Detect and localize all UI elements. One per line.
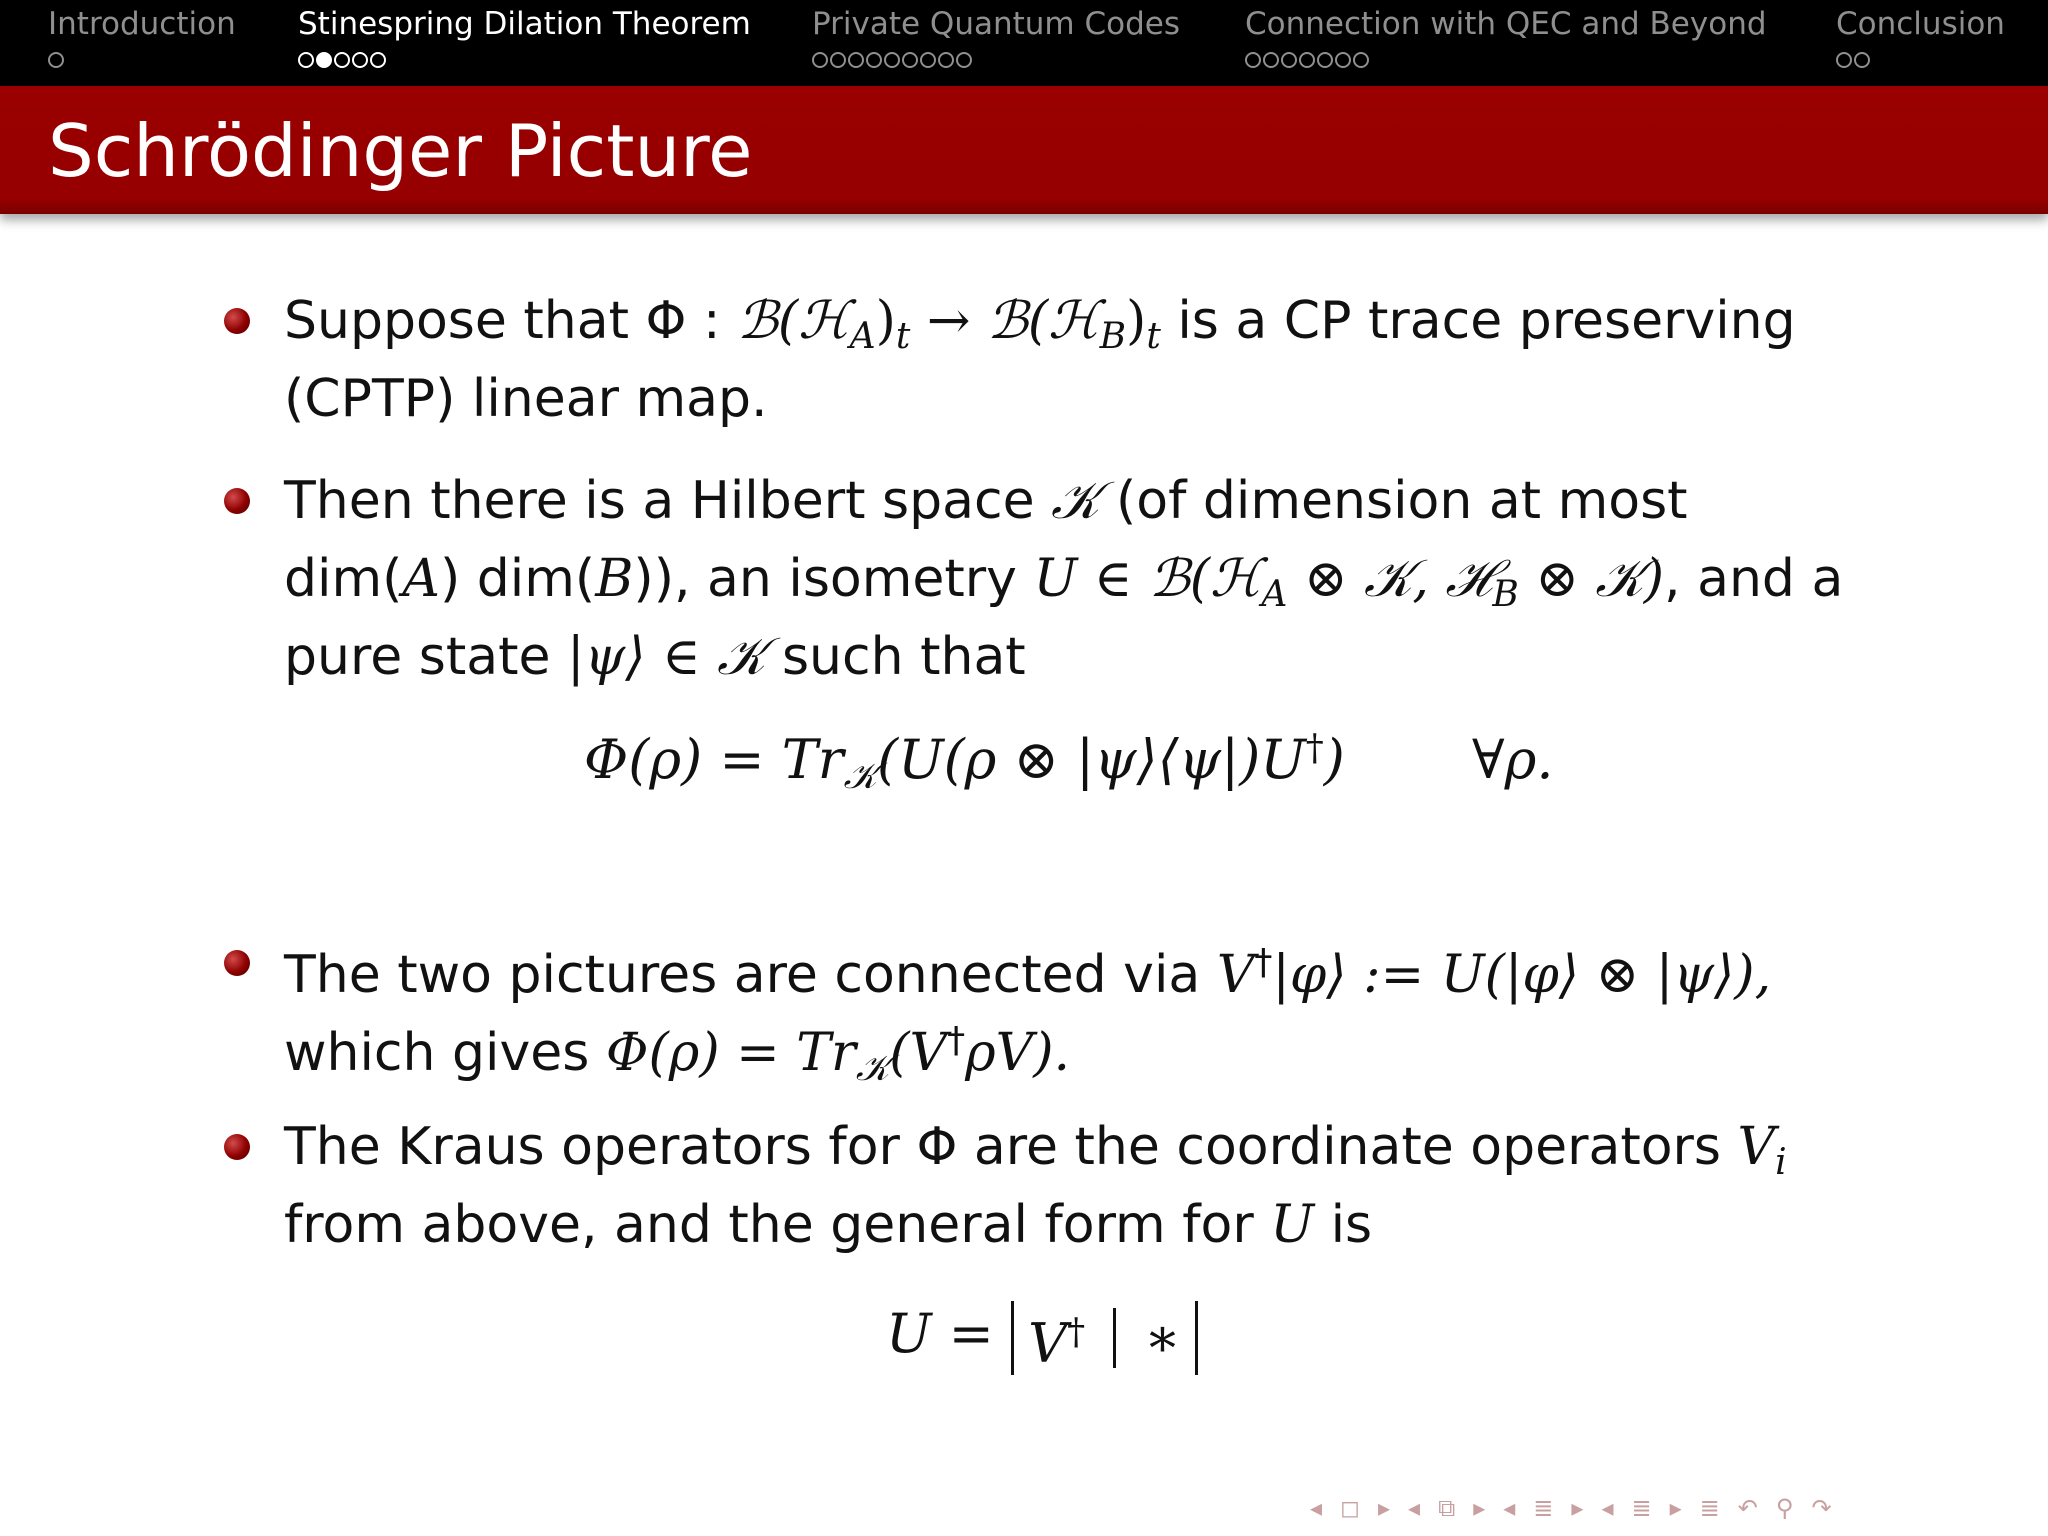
math-run: 𝒦 bbox=[1051, 471, 1100, 531]
nav-slide-dots bbox=[1836, 50, 2005, 70]
matrix-divider bbox=[1113, 1308, 1116, 1368]
slide-dot[interactable] bbox=[866, 52, 882, 68]
math-run: A bbox=[402, 549, 440, 609]
math-subscript: B bbox=[1492, 574, 1519, 615]
math-superscript: † bbox=[1305, 728, 1324, 769]
math-subscript: A bbox=[849, 316, 876, 357]
slide-dot[interactable] bbox=[920, 52, 936, 68]
text-run: The two pictures are connected via bbox=[284, 945, 1217, 1005]
nav-slide-dots bbox=[812, 50, 1180, 70]
nav-section-title[interactable]: Conclusion bbox=[1836, 6, 2005, 42]
math-run: ) bbox=[875, 291, 896, 351]
bullet-text bbox=[284, 1108, 1884, 1264]
next-section-icon[interactable]: ▸ bbox=[1669, 1494, 1682, 1522]
frame-icon[interactable]: ⧉ bbox=[1438, 1494, 1456, 1522]
math-run: ) bbox=[1323, 728, 1345, 791]
text-run: from above, and the general form for bbox=[284, 1195, 1271, 1255]
text-line bbox=[284, 618, 1884, 696]
frame-title-bar bbox=[0, 86, 2048, 214]
text-line bbox=[284, 924, 1884, 1005]
math-run: V bbox=[1216, 945, 1255, 1005]
text-run: Suppose that Φ : bbox=[284, 291, 738, 351]
slide-dot[interactable] bbox=[884, 52, 900, 68]
prev-subsection-icon[interactable]: ◂ bbox=[1503, 1494, 1516, 1522]
text-run: (of dimension at most bbox=[1099, 471, 1688, 531]
math-run: ℬ(ℋ bbox=[1148, 549, 1262, 609]
bullet-text bbox=[284, 924, 1884, 1089]
slide-dot[interactable] bbox=[1245, 52, 1261, 68]
matrix-entry bbox=[1028, 1293, 1085, 1384]
math-run: B bbox=[595, 549, 634, 609]
slide-dot[interactable] bbox=[1353, 52, 1369, 68]
display-equation-unitary-form bbox=[886, 1294, 1198, 1374]
nav-section-private-quantum-codes[interactable] bbox=[812, 4, 1180, 70]
slide-dot[interactable] bbox=[48, 52, 64, 68]
math-run: ⊗ 𝒦, ℋ bbox=[1287, 549, 1493, 609]
back-icon[interactable]: ↶ bbox=[1737, 1494, 1758, 1522]
text-run: ) dim( bbox=[439, 549, 596, 609]
text-run: is bbox=[1314, 1195, 1373, 1255]
slide-dot[interactable] bbox=[352, 52, 368, 68]
slide-dot[interactable] bbox=[1854, 52, 1870, 68]
matrix-entry: ∗ bbox=[1144, 1306, 1181, 1369]
math-run: → bbox=[910, 291, 988, 351]
math-subscript: 𝒦 bbox=[843, 756, 878, 797]
appendix-icon[interactable]: ≣ bbox=[1699, 1494, 1720, 1522]
prev-slide-icon[interactable]: ◂ bbox=[1310, 1494, 1323, 1522]
text-run: such that bbox=[765, 627, 1026, 687]
math-superscript: † bbox=[1254, 942, 1273, 983]
section-icon[interactable]: ≣ bbox=[1631, 1494, 1652, 1522]
prev-frame-icon[interactable]: ◂ bbox=[1408, 1494, 1421, 1522]
math-run: U bbox=[1270, 1195, 1315, 1255]
math-run: U bbox=[1033, 549, 1078, 609]
nav-section-qec[interactable] bbox=[1245, 4, 1767, 70]
text-line bbox=[284, 1186, 1884, 1264]
bullet-text bbox=[284, 282, 1884, 438]
slide-dot[interactable] bbox=[334, 52, 350, 68]
nav-section-stinespring[interactable] bbox=[298, 4, 751, 70]
nav-section-title[interactable]: Stinespring Dilation Theorem bbox=[298, 6, 751, 42]
slide-dot[interactable] bbox=[848, 52, 864, 68]
subsection-icon[interactable]: ≣ bbox=[1533, 1494, 1554, 1522]
math-run: ∈ bbox=[1077, 549, 1149, 609]
slide-dot[interactable] bbox=[1263, 52, 1279, 68]
slide-dot[interactable] bbox=[370, 52, 386, 68]
slide-dot[interactable] bbox=[938, 52, 954, 68]
text-run: Then there is a Hilbert space bbox=[284, 471, 1052, 531]
slide-dot[interactable] bbox=[956, 52, 972, 68]
slide-dot[interactable] bbox=[830, 52, 846, 68]
block-matrix bbox=[1011, 1301, 1198, 1375]
math-run: |φ⟩ := U(|φ⟩ ⊗ |ψ⟩), bbox=[1272, 945, 1772, 1005]
frame-title: Schrödinger Picture bbox=[48, 109, 753, 193]
slide-dot-current[interactable] bbox=[316, 52, 332, 68]
slide-dot[interactable] bbox=[812, 52, 828, 68]
slide-dot[interactable] bbox=[1299, 52, 1315, 68]
text-run: is a CP trace preserving bbox=[1160, 291, 1796, 351]
math-run: ρV). bbox=[965, 1023, 1071, 1083]
text-run: dim( bbox=[284, 549, 403, 609]
math-run: ℬ(ℋ bbox=[987, 291, 1100, 351]
math-subscript: i bbox=[1775, 1142, 1787, 1183]
text-run: pure state bbox=[284, 627, 567, 687]
math-run: Φ(ρ) = Tr bbox=[605, 1023, 856, 1083]
math-subscript: 𝒦 bbox=[855, 1048, 890, 1089]
text-line bbox=[284, 462, 1884, 540]
math-run: ∀ρ. bbox=[1472, 728, 1554, 791]
text-line bbox=[284, 282, 1884, 360]
slide-dot[interactable] bbox=[1317, 52, 1333, 68]
math-run: (U(ρ ⊗ |ψ⟩⟨ψ|)U bbox=[877, 728, 1306, 791]
bullet-ball-icon bbox=[224, 488, 250, 514]
nav-slide-dots bbox=[48, 50, 236, 70]
slide-dot[interactable] bbox=[1836, 52, 1852, 68]
math-subscript: A bbox=[1261, 574, 1288, 615]
text-run: The Kraus operators for Φ are the coordinate operators bbox=[284, 1117, 1738, 1177]
nav-section-title[interactable]: Introduction bbox=[48, 6, 236, 42]
text-line bbox=[284, 1108, 1884, 1186]
math-run: ⊗ 𝒦) bbox=[1518, 549, 1665, 609]
prev-section-icon[interactable]: ◂ bbox=[1601, 1494, 1614, 1522]
math-subscript: t bbox=[895, 316, 911, 357]
math-superscript: † bbox=[947, 1020, 966, 1061]
slide-icon[interactable]: ◻ bbox=[1340, 1494, 1360, 1522]
text-run: , and a bbox=[1664, 549, 1844, 609]
nav-section-title[interactable]: Private Quantum Codes bbox=[812, 6, 1180, 42]
nav-slide-dots bbox=[298, 50, 751, 70]
slide-dot[interactable] bbox=[1281, 52, 1297, 68]
math-run: V bbox=[1737, 1117, 1776, 1177]
nav-section-conclusion[interactable] bbox=[1836, 4, 2005, 70]
beamer-navigation-symbols bbox=[1310, 1490, 1832, 1526]
math-run: (V bbox=[889, 1023, 948, 1083]
next-subsection-icon[interactable]: ▸ bbox=[1571, 1494, 1584, 1522]
math-subscript: B bbox=[1099, 316, 1127, 357]
math-superscript: † bbox=[1067, 1311, 1086, 1353]
math-run: ) bbox=[1126, 291, 1147, 351]
nav-section-introduction[interactable] bbox=[48, 4, 236, 70]
bullet-ball-icon bbox=[224, 308, 250, 334]
math-subscript: t bbox=[1146, 316, 1161, 357]
text-run: which gives bbox=[284, 1023, 606, 1083]
slide-dot[interactable] bbox=[298, 52, 314, 68]
math-run: ℬ(ℋ bbox=[737, 291, 850, 351]
slide-dot[interactable] bbox=[902, 52, 918, 68]
next-frame-icon[interactable]: ▸ bbox=[1473, 1494, 1486, 1522]
bullet-ball-icon bbox=[224, 950, 250, 976]
search-icon[interactable]: ⚲ bbox=[1775, 1494, 1794, 1522]
bullet-ball-icon bbox=[224, 1134, 250, 1160]
text-line bbox=[284, 1002, 1884, 1089]
math-run: |ψ⟩ ∈ 𝒦 bbox=[566, 627, 766, 687]
text-line: (CPTP) linear map. bbox=[284, 369, 768, 429]
next-slide-icon[interactable]: ▸ bbox=[1377, 1494, 1391, 1522]
slide-dot[interactable] bbox=[1335, 52, 1351, 68]
math-run: V bbox=[1028, 1311, 1068, 1375]
text-run: )), an isometry bbox=[633, 549, 1034, 609]
math-run: U = bbox=[886, 1302, 1012, 1365]
section-navigation-bar bbox=[0, 0, 2048, 86]
nav-section-title[interactable]: Connection with QEC and Beyond bbox=[1245, 6, 1767, 42]
bullet-text bbox=[284, 462, 1884, 696]
text-line bbox=[284, 540, 1884, 618]
forward-icon[interactable]: ↷ bbox=[1811, 1494, 1832, 1522]
nav-slide-dots bbox=[1245, 50, 1767, 70]
display-equation-stinespring bbox=[584, 728, 1554, 798]
math-run: Φ(ρ) = Tr bbox=[584, 728, 844, 791]
